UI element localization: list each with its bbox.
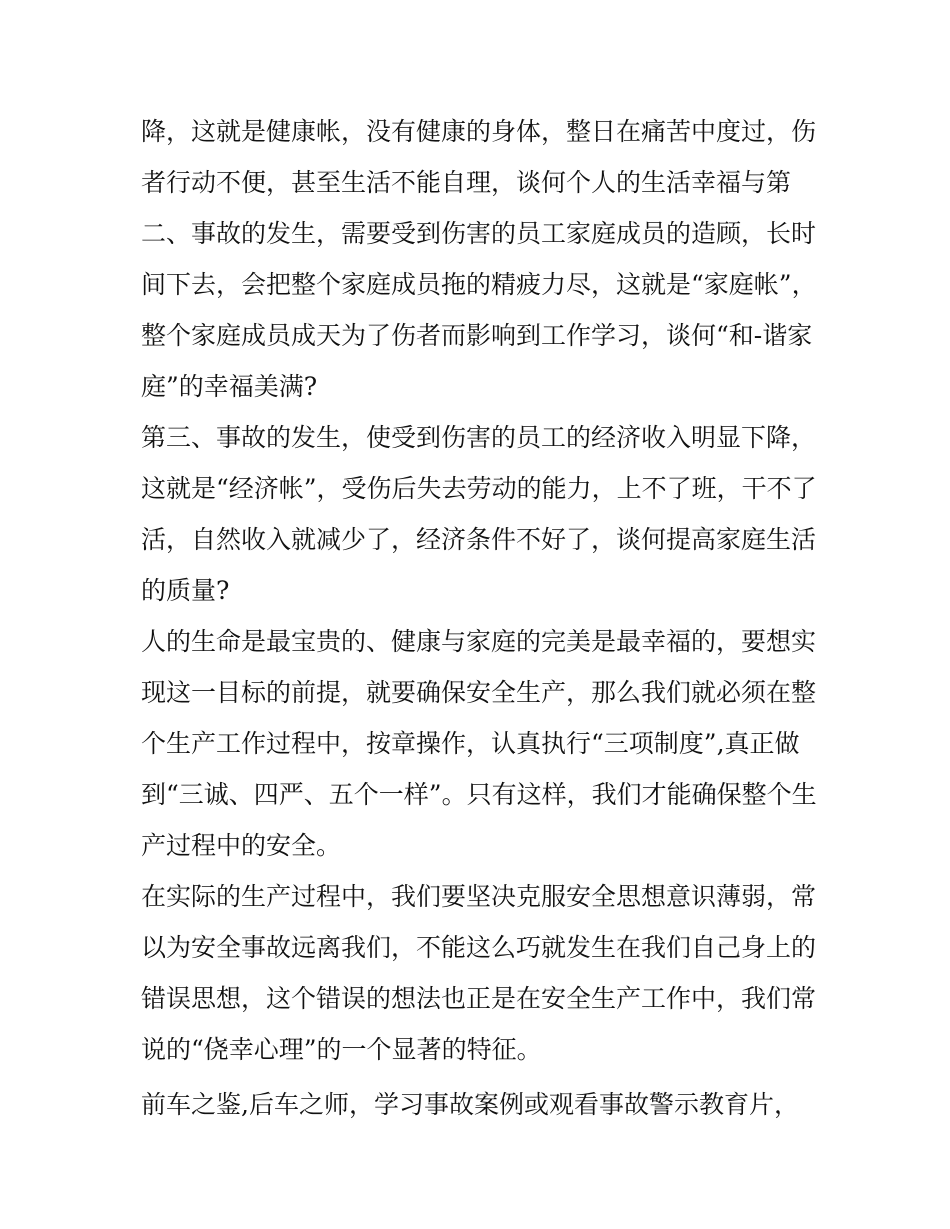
text-line: 庭”的幸福美满? [141,372,318,401]
text-line: 产过程中的安全。 [141,831,342,860]
text-line: 的质量? [141,576,230,605]
text-line: 人的生命是最宝贵的、健康与家庭的完美是最幸福的，要想实 [141,627,817,656]
text-line: 错误思想，这个错误的想法也正是在安全生产工作中，我们常 [141,984,817,1013]
text-line: 个生产工作过程中，按章操作，认真执行“三项制度”,真正做 [141,729,800,758]
text-line: 到“三诚、四严、五个一样”。只有这样，我们才能确保整个生 [141,780,817,809]
text-line: 二、事故的发生，需要受到伤害的员工家庭成员的造顾，长时 [141,219,817,248]
text-line: 间下去，会把整个家庭成员拖的精疲力尽，这就是“家庭帐”， [141,270,817,299]
text-line: 前车之鉴,后车之师，学习事故案例或观看事故警示教育片， [141,1090,799,1119]
text-line: 说的“侥幸心理”的一个显著的特征。 [141,1035,542,1064]
text-line: 降，这就是健康帐，没有健康的身体，整日在痛苦中度过，伤 [141,117,817,146]
text-line: 者行动不便，甚至生活不能自理，谈何个人的生活幸福与第 [141,168,792,197]
text-line: 以为安全事故远离我们，不能这么巧就发生在我们自己身上的 [141,933,817,962]
text-line: 第三、事故的发生，使受到伤害的员工的经济收入明显下降， [141,423,817,452]
text-line: 这就是“经济帐”，受伤后失去劳动的能力，上不了班，干不了 [141,474,817,503]
text-line: 在实际的生产过程中，我们要坚决克服安全思想意识薄弱，常 [141,882,817,911]
text-line: 整个家庭成员成天为了伤者而影响到工作学习，谈何“和-谐家 [141,321,813,350]
text-line: 现这一目标的前提，就要确保安全生产，那么我们就必须在整 [141,678,817,707]
document-body-text [141,106,821,1130]
text-line: 活，自然收入就减少了，经济条件不好了，谈何提高家庭生活 [141,525,817,554]
